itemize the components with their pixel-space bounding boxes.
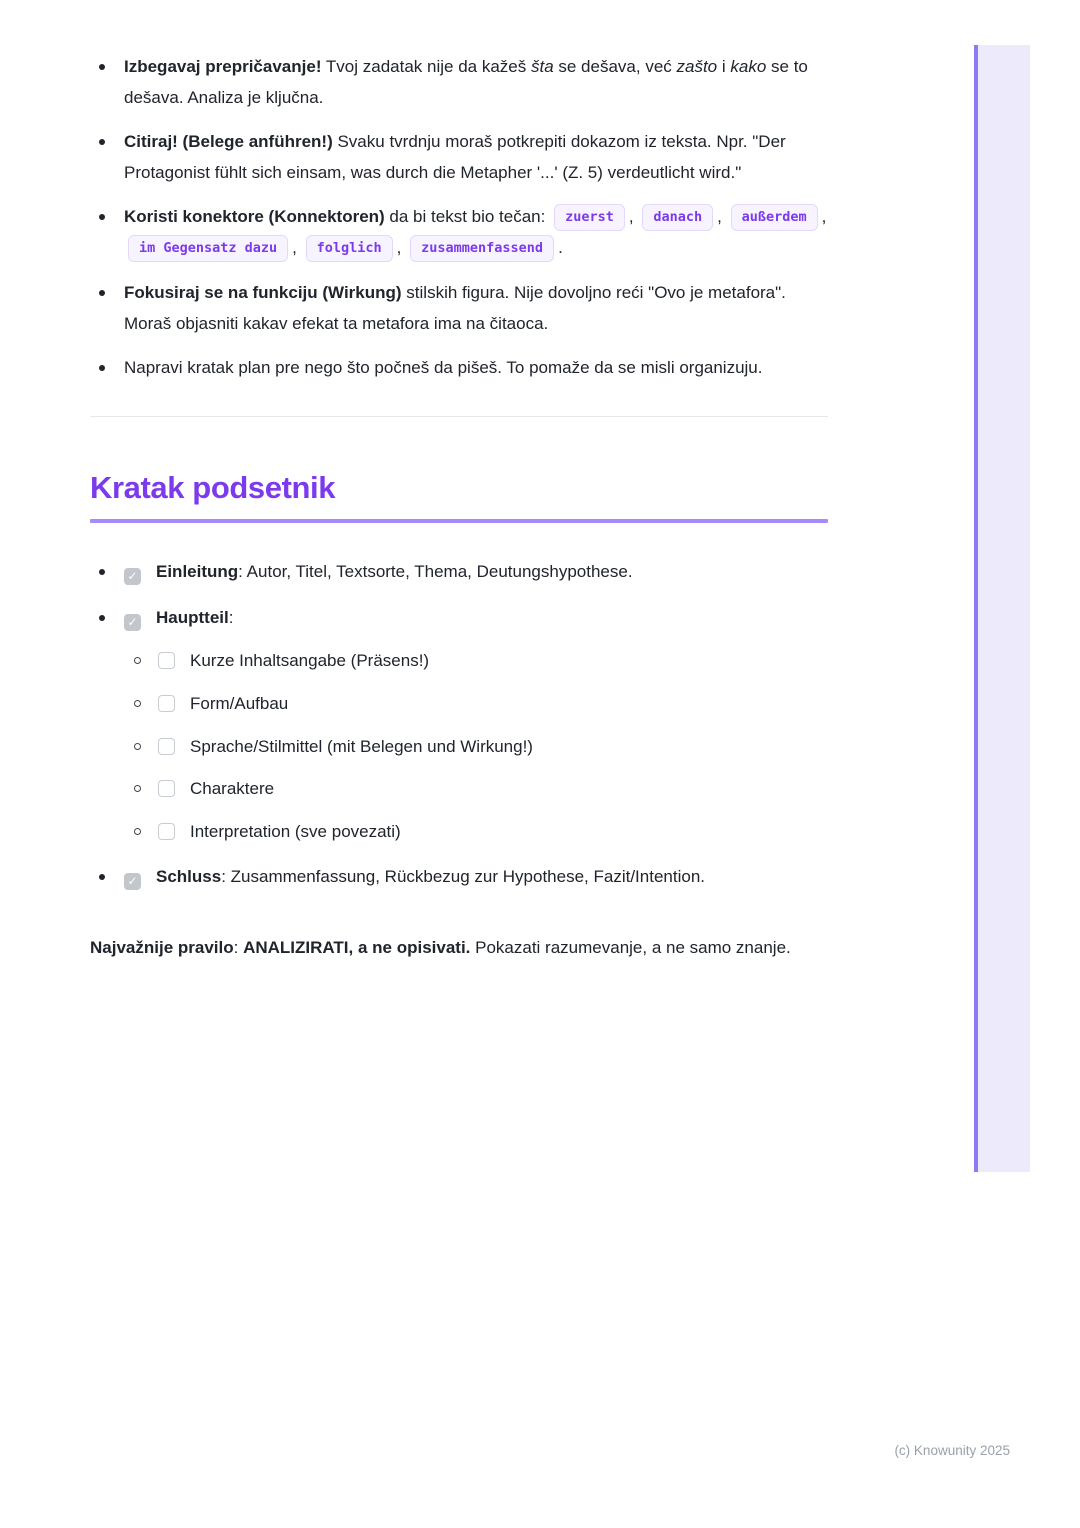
bullet-icon — [99, 874, 105, 880]
checkbox-checked[interactable] — [124, 568, 141, 585]
checklist-lead: Schluss — [156, 867, 222, 887]
checklist-item — [90, 862, 828, 893]
tip-text-italic: šta — [530, 57, 554, 76]
check-icon: ✓ — [127, 614, 138, 629]
connector-chip: danach — [642, 204, 713, 231]
checklist-item — [90, 557, 828, 588]
tip-item — [90, 52, 828, 113]
checklist-item — [90, 603, 828, 848]
checklist-lead: Hauptteil — [156, 607, 229, 627]
bullet-icon — [99, 214, 105, 220]
tip-item — [90, 353, 828, 384]
tip-text: , — [628, 207, 634, 227]
tip-lead: Koristi konektore (Konnektoren) — [124, 207, 385, 227]
rule-emphasis: ANALIZIRATI, a ne opisivati. — [243, 937, 471, 957]
sub-checklist-item — [134, 817, 828, 848]
checkbox-checked[interactable] — [124, 614, 141, 631]
sub-checklist-item — [134, 689, 828, 720]
connector-chip: außerdem — [731, 204, 818, 231]
tip-text-italic: zašto — [676, 57, 718, 76]
tip-text: se dešava, već — [553, 57, 677, 76]
tip-text: Svaku tvrdnju moraš potkrepiti dokazom iz teksta. Npr. "Der Protagonist fühlt sich einsam, was durch die Metapher '...' (Z. 5) verdeutlicht wird." — [124, 132, 786, 182]
tip-text: , — [396, 238, 402, 258]
section-heading: Kratak podsetnik — [90, 469, 336, 505]
connector-chip: folglich — [306, 235, 393, 262]
checkbox-unchecked[interactable] — [158, 652, 175, 669]
check-icon: ✓ — [127, 569, 138, 584]
check-icon: ✓ — [127, 874, 138, 889]
checklist-text: : — [228, 607, 234, 627]
tip-item — [90, 278, 828, 339]
tip-text: . — [558, 238, 563, 258]
bullet-icon — [99, 615, 105, 621]
tip-lead: Izbegavaj prepričavanje! — [124, 57, 322, 76]
checklist-text: : Autor, Titel, Textsorte, Thema, Deutungshypothese. — [238, 562, 633, 582]
circle-bullet-icon — [134, 828, 141, 835]
tip-text: , — [717, 207, 722, 227]
sub-checklist-item — [134, 646, 828, 677]
tip-text: Tvoj zadatak nije da kažeš — [321, 57, 531, 76]
tip-text: i — [717, 57, 731, 76]
tip-text: Napravi kratak plan pre nego što počneš da pišeš. To pomaže da se misli organizuju. — [124, 358, 763, 378]
sub-checklist-text: Interpretation (sve povezati) — [190, 821, 401, 841]
document-content — [90, 52, 828, 963]
tip-lead: Citiraj! (Belege anführen!) — [124, 132, 333, 152]
tip-lead: Fokusiraj se na funkciju (Wirkung) — [124, 283, 402, 303]
tips-list — [90, 52, 828, 384]
tip-text: da bi tekst bio tečan: — [384, 207, 551, 227]
circle-bullet-icon — [134, 657, 141, 664]
sub-checklist-text: Kurze Inhaltsangabe (Präsens!) — [190, 651, 430, 671]
checkbox-unchecked[interactable] — [158, 738, 175, 755]
checkbox-unchecked[interactable] — [158, 695, 175, 712]
section-divider — [90, 416, 828, 417]
rule-text: Pokazati razumevanje, a ne samo znanje. — [470, 937, 791, 957]
rule-text: : — [233, 937, 244, 957]
sub-checklist-item — [134, 732, 828, 763]
tip-text: stilskih figura. Nije dovoljno reći "Ovo je metafora". Moraš objasniti kakav efekat ta metafora ima na čitaoca. — [124, 283, 786, 333]
heading-underline — [90, 519, 828, 523]
sub-checklist — [134, 646, 828, 847]
rule-lead: Najvažnije pravilo — [90, 937, 234, 957]
tip-item — [90, 202, 828, 264]
circle-bullet-icon — [134, 785, 141, 792]
sub-checklist-text: Sprache/Stilmittel (mit Belegen und Wirkung!) — [190, 736, 533, 756]
scroll-strip — [978, 45, 1030, 1172]
sub-checklist-item — [134, 774, 828, 805]
checkbox-unchecked[interactable] — [158, 823, 175, 840]
bullet-icon — [99, 139, 105, 145]
checklist — [90, 557, 828, 893]
checkbox-checked[interactable] — [124, 873, 141, 890]
circle-bullet-icon — [134, 700, 141, 707]
connector-chip: im Gegensatz dazu — [128, 235, 288, 262]
tip-text: se to dešava. Analiza je ključna. — [124, 57, 808, 107]
sub-checklist-text: Form/Aufbau — [190, 693, 289, 713]
circle-bullet-icon — [134, 743, 141, 750]
bullet-icon — [99, 569, 105, 575]
copyright-footer: (c) Knowunity 2025 — [894, 1443, 1010, 1458]
bullet-icon — [99, 365, 105, 371]
checklist-text: : Zusammenfassung, Rückbezug zur Hypothese, Fazit/Intention. — [221, 867, 705, 887]
connector-chip: zuerst — [554, 204, 625, 231]
tip-text: , — [821, 207, 827, 227]
bullet-icon — [99, 290, 105, 296]
checklist-lead: Einleitung — [156, 562, 239, 582]
tip-text-italic: kako — [730, 57, 767, 76]
rule-paragraph — [90, 933, 828, 964]
sub-checklist-text: Charaktere — [190, 779, 275, 799]
checkbox-unchecked[interactable] — [158, 780, 175, 797]
tip-item — [90, 127, 828, 188]
connector-chip: zusammenfassend — [410, 235, 554, 262]
bullet-icon — [99, 64, 105, 70]
tip-text: , — [292, 238, 297, 258]
